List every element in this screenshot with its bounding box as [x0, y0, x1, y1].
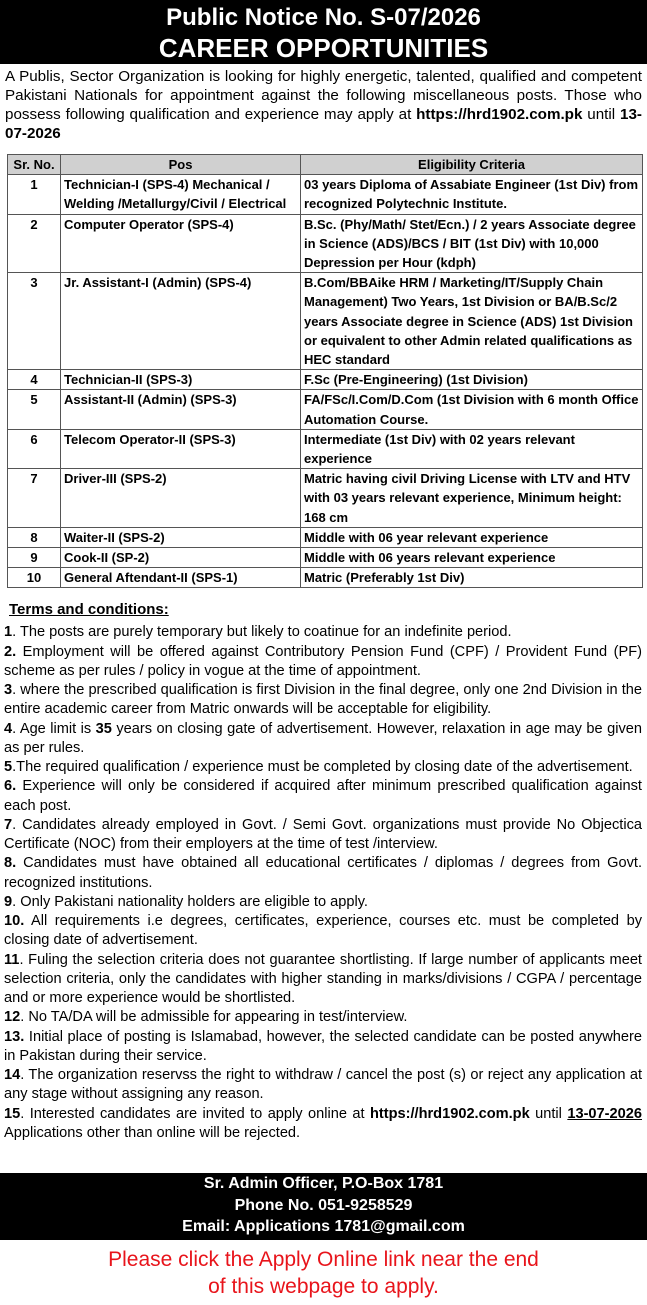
table-row	[8, 390, 643, 429]
row-sr-cell: 2	[8, 214, 61, 273]
row-pos-cell: Assistant-II (Admin) (SPS-3)	[61, 390, 301, 429]
term-text: All requirements i.e degrees, certificates, experience, courses etc. must be completed by closing date of advertisement.	[4, 913, 642, 949]
term-number: 1	[4, 624, 13, 641]
row-pos-cell: Cook-II (SP-2)	[61, 548, 301, 568]
table-row	[8, 273, 643, 370]
term-deadline: 13-07-2026	[567, 1105, 642, 1122]
term-text: . Fuling the selection criteria does not guarantee shortlisting. If large number of applicants meet selection criteria, only the candidates with higher standing in marks/divisions / CGPA / percentage and or more experience would be shortlisted.	[4, 951, 642, 1007]
term-item	[4, 758, 642, 777]
row-sr-cell: 10	[8, 568, 61, 588]
term-text: . The posts are purely temporary but likely to coatinue for an indefinite period.	[12, 624, 512, 641]
term-text: . The organization reservss the right to withdraw / cancel the post (s) or reject any application at any stage without assigning any reason.	[4, 1067, 642, 1103]
term-item	[4, 1066, 642, 1105]
term-number: 12	[4, 1009, 21, 1026]
row-sr-cell: 4	[8, 370, 61, 390]
row-criteria-cell: Middle with 06 years relevant experience	[301, 548, 643, 568]
row-sr-cell: 1	[8, 175, 61, 214]
footer-email: Email: Applications 1781@gmail.com	[182, 1218, 465, 1235]
term-number: 4	[4, 720, 13, 737]
intro-until: until	[587, 106, 616, 123]
term-number: 2.	[4, 643, 17, 660]
term-item	[4, 643, 642, 682]
term-number: 13.	[4, 1028, 25, 1045]
term-text: . Interested candidates are invited to apply online at	[20, 1105, 365, 1122]
row-pos-cell: Waiter-II (SPS-2)	[61, 527, 301, 547]
row-criteria-cell: 03 years Diploma of Assabiate Engineer (1st Div) from recognized Polytechnic Institute.	[301, 175, 643, 214]
row-sr-cell: 5	[8, 390, 61, 429]
footer-phone: Phone No. 051-9258529	[234, 1196, 413, 1214]
term-item	[4, 623, 642, 642]
term-number: 6.	[4, 778, 17, 795]
term-number: 8.	[4, 855, 17, 872]
table-row	[8, 214, 643, 273]
table-row	[8, 527, 643, 547]
row-pos-cell: Jr. Assistant-I (Admin) (SPS-4)	[61, 273, 301, 370]
term-item	[4, 951, 642, 1009]
term-number: 11	[4, 951, 20, 968]
table-row	[8, 175, 643, 214]
notice-title: Public Notice No. S-07/2026	[166, 4, 481, 31]
term-item	[4, 1105, 642, 1144]
row-criteria-cell: B.Sc. (Phy/Math/ Stet/Ecn.) / 2 years Associate degree in Science (ADS)/BCS / BIT (1st Div) with 10,000 Depression per Hour (kdph)	[301, 214, 643, 273]
footer-officer: Sr. Admin Officer, P.O-Box 1781	[203, 1175, 444, 1192]
column-header-pos: Pos	[61, 155, 301, 175]
term-text: Initial place of posting is Islamabad, however, the selected candidate can be posted anywhere in Pakistan during their service.	[4, 1028, 642, 1064]
term-number: 10.	[4, 913, 25, 930]
term-item	[4, 1028, 642, 1067]
row-sr-cell: 8	[8, 527, 61, 547]
term-number: 9	[4, 893, 13, 910]
table-row	[8, 568, 643, 588]
term-text: . where the prescribed qualification is first Division in the final degree, only one 2nd Division in the entire academic career from Matric onwards will be acceptable for eligibility.	[4, 682, 642, 718]
cta-line-1: Please click the Apply Online link near the end	[108, 1248, 539, 1271]
row-pos-cell: Computer Operator (SPS-4)	[61, 214, 301, 273]
row-pos-cell: Technician-II (SPS-3)	[61, 370, 301, 390]
term-item	[4, 854, 642, 893]
row-criteria-cell: Matric having civil Driving License with LTV and HTV with 03 years relevant experience, Minimum height: 168 cm	[301, 469, 643, 528]
row-pos-cell: Technician-I (SPS-4) Mechanical / Welding /Metallurgy/Civil / Electrical	[61, 175, 301, 214]
row-sr-cell: 6	[8, 429, 61, 468]
cta-line-2: of this webpage to apply.	[208, 1275, 439, 1298]
intro-paragraph	[0, 64, 647, 143]
term-text: Candidates must have obtained all educational certificates / diplomas / degrees from Govt. recognized institutions.	[4, 855, 642, 891]
term-number: 14	[4, 1067, 21, 1084]
term-number: 5	[4, 759, 13, 776]
row-sr-cell: 7	[8, 469, 61, 528]
notice-subtitle: CAREER OPPORTUNITIES	[158, 33, 489, 63]
term-number: 15	[4, 1105, 21, 1122]
table-row	[8, 469, 643, 528]
terms-list	[0, 619, 647, 1143]
table-header-row	[8, 155, 643, 175]
column-header-criteria: Eligibility Criteria	[301, 155, 643, 175]
term-text: . Age limit is	[12, 720, 92, 737]
term-item	[4, 893, 642, 912]
row-criteria-cell: Intermediate (1st Div) with 02 years relevant experience	[301, 429, 643, 468]
term-text: . Only Pakistani nationality holders are eligible to apply.	[12, 893, 368, 910]
term-text: .The required qualification / experience must be completed by closing date of the advertisement.	[12, 759, 633, 776]
term-item	[4, 1008, 642, 1027]
apply-online-notice	[0, 1246, 647, 1300]
term-text-2: Applications other than online will be rejected.	[4, 1124, 301, 1141]
table-row	[8, 548, 643, 568]
row-criteria-cell: Middle with 06 year relevant experience	[301, 527, 643, 547]
row-criteria-cell: F.Sc (Pre-Engineering) (1st Division)	[301, 370, 643, 390]
term-text-2: years on closing gate of advertisement. However, relaxation in age may be given as per rules.	[4, 720, 643, 756]
term-item	[4, 681, 642, 720]
term-bold: 35	[95, 720, 112, 737]
table-row	[8, 370, 643, 390]
term-text: . No TA/DA will be admissible for appearing in test/interview.	[20, 1009, 408, 1026]
row-sr-cell: 3	[8, 273, 61, 370]
term-item	[4, 777, 642, 816]
contact-footer	[0, 1173, 647, 1240]
term-apply-url-link[interactable]: https://hrd1902.com.pk	[369, 1105, 530, 1122]
notice-header	[0, 0, 647, 64]
row-pos-cell: General Aftendant-II (SPS-1)	[61, 568, 301, 588]
term-until: until	[535, 1105, 562, 1122]
terms-heading: Terms and conditions:	[9, 601, 169, 619]
row-criteria-cell: FA/FSc/I.Com/D.Com (1st Division with 6 month Office Automation Course.	[301, 390, 643, 429]
term-item	[4, 912, 642, 951]
apply-url-link[interactable]: https://hrd1902.com.pk	[416, 106, 583, 123]
term-item	[4, 816, 642, 855]
posts-table	[7, 154, 643, 588]
row-criteria-cell: B.Com/BBAike HRM / Marketing/IT/Supply Chain Management) Two Years, 1st Division or BA/B.Sc/2 years Associate degree in Science (ADS) 1st Division or equivalent to other Admin related qualifications as HEC standard	[301, 273, 643, 370]
term-text: Experience will only be considered if acquired after minimum prescribed qualification against each post.	[4, 778, 642, 814]
intro-deadline: 13-07-2026	[5, 106, 642, 142]
row-pos-cell: Telecom Operator-II (SPS-3)	[61, 429, 301, 468]
term-number: 3	[4, 682, 13, 699]
row-sr-cell: 9	[8, 548, 61, 568]
row-pos-cell: Driver-III (SPS-2)	[61, 469, 301, 528]
term-text: . Candidates already employed in Govt. / Semi Govt. organizations must provide No Objectica Certificate (NOC) from their employers at the time of test /interview.	[4, 816, 642, 853]
row-criteria-cell: Matric (Preferably 1st Div)	[301, 568, 643, 588]
term-text: Employment will be offered against Contributory Pension Fund (CPF) / Provident Fund (PF) scheme as per rules / policy in vogue at the time of appointment.	[4, 643, 642, 679]
intro-text: A Publis, Sector Organization is looking for highly energetic, talented, qualified and competent Pakistani Nationals for appointment against the following miscellaneous posts. Those who possess following qualification and experience may apply at	[5, 68, 642, 123]
term-number: 7	[4, 816, 13, 833]
column-header-sr: Sr. No.	[8, 155, 61, 175]
table-row	[8, 429, 643, 468]
term-item	[4, 720, 642, 759]
